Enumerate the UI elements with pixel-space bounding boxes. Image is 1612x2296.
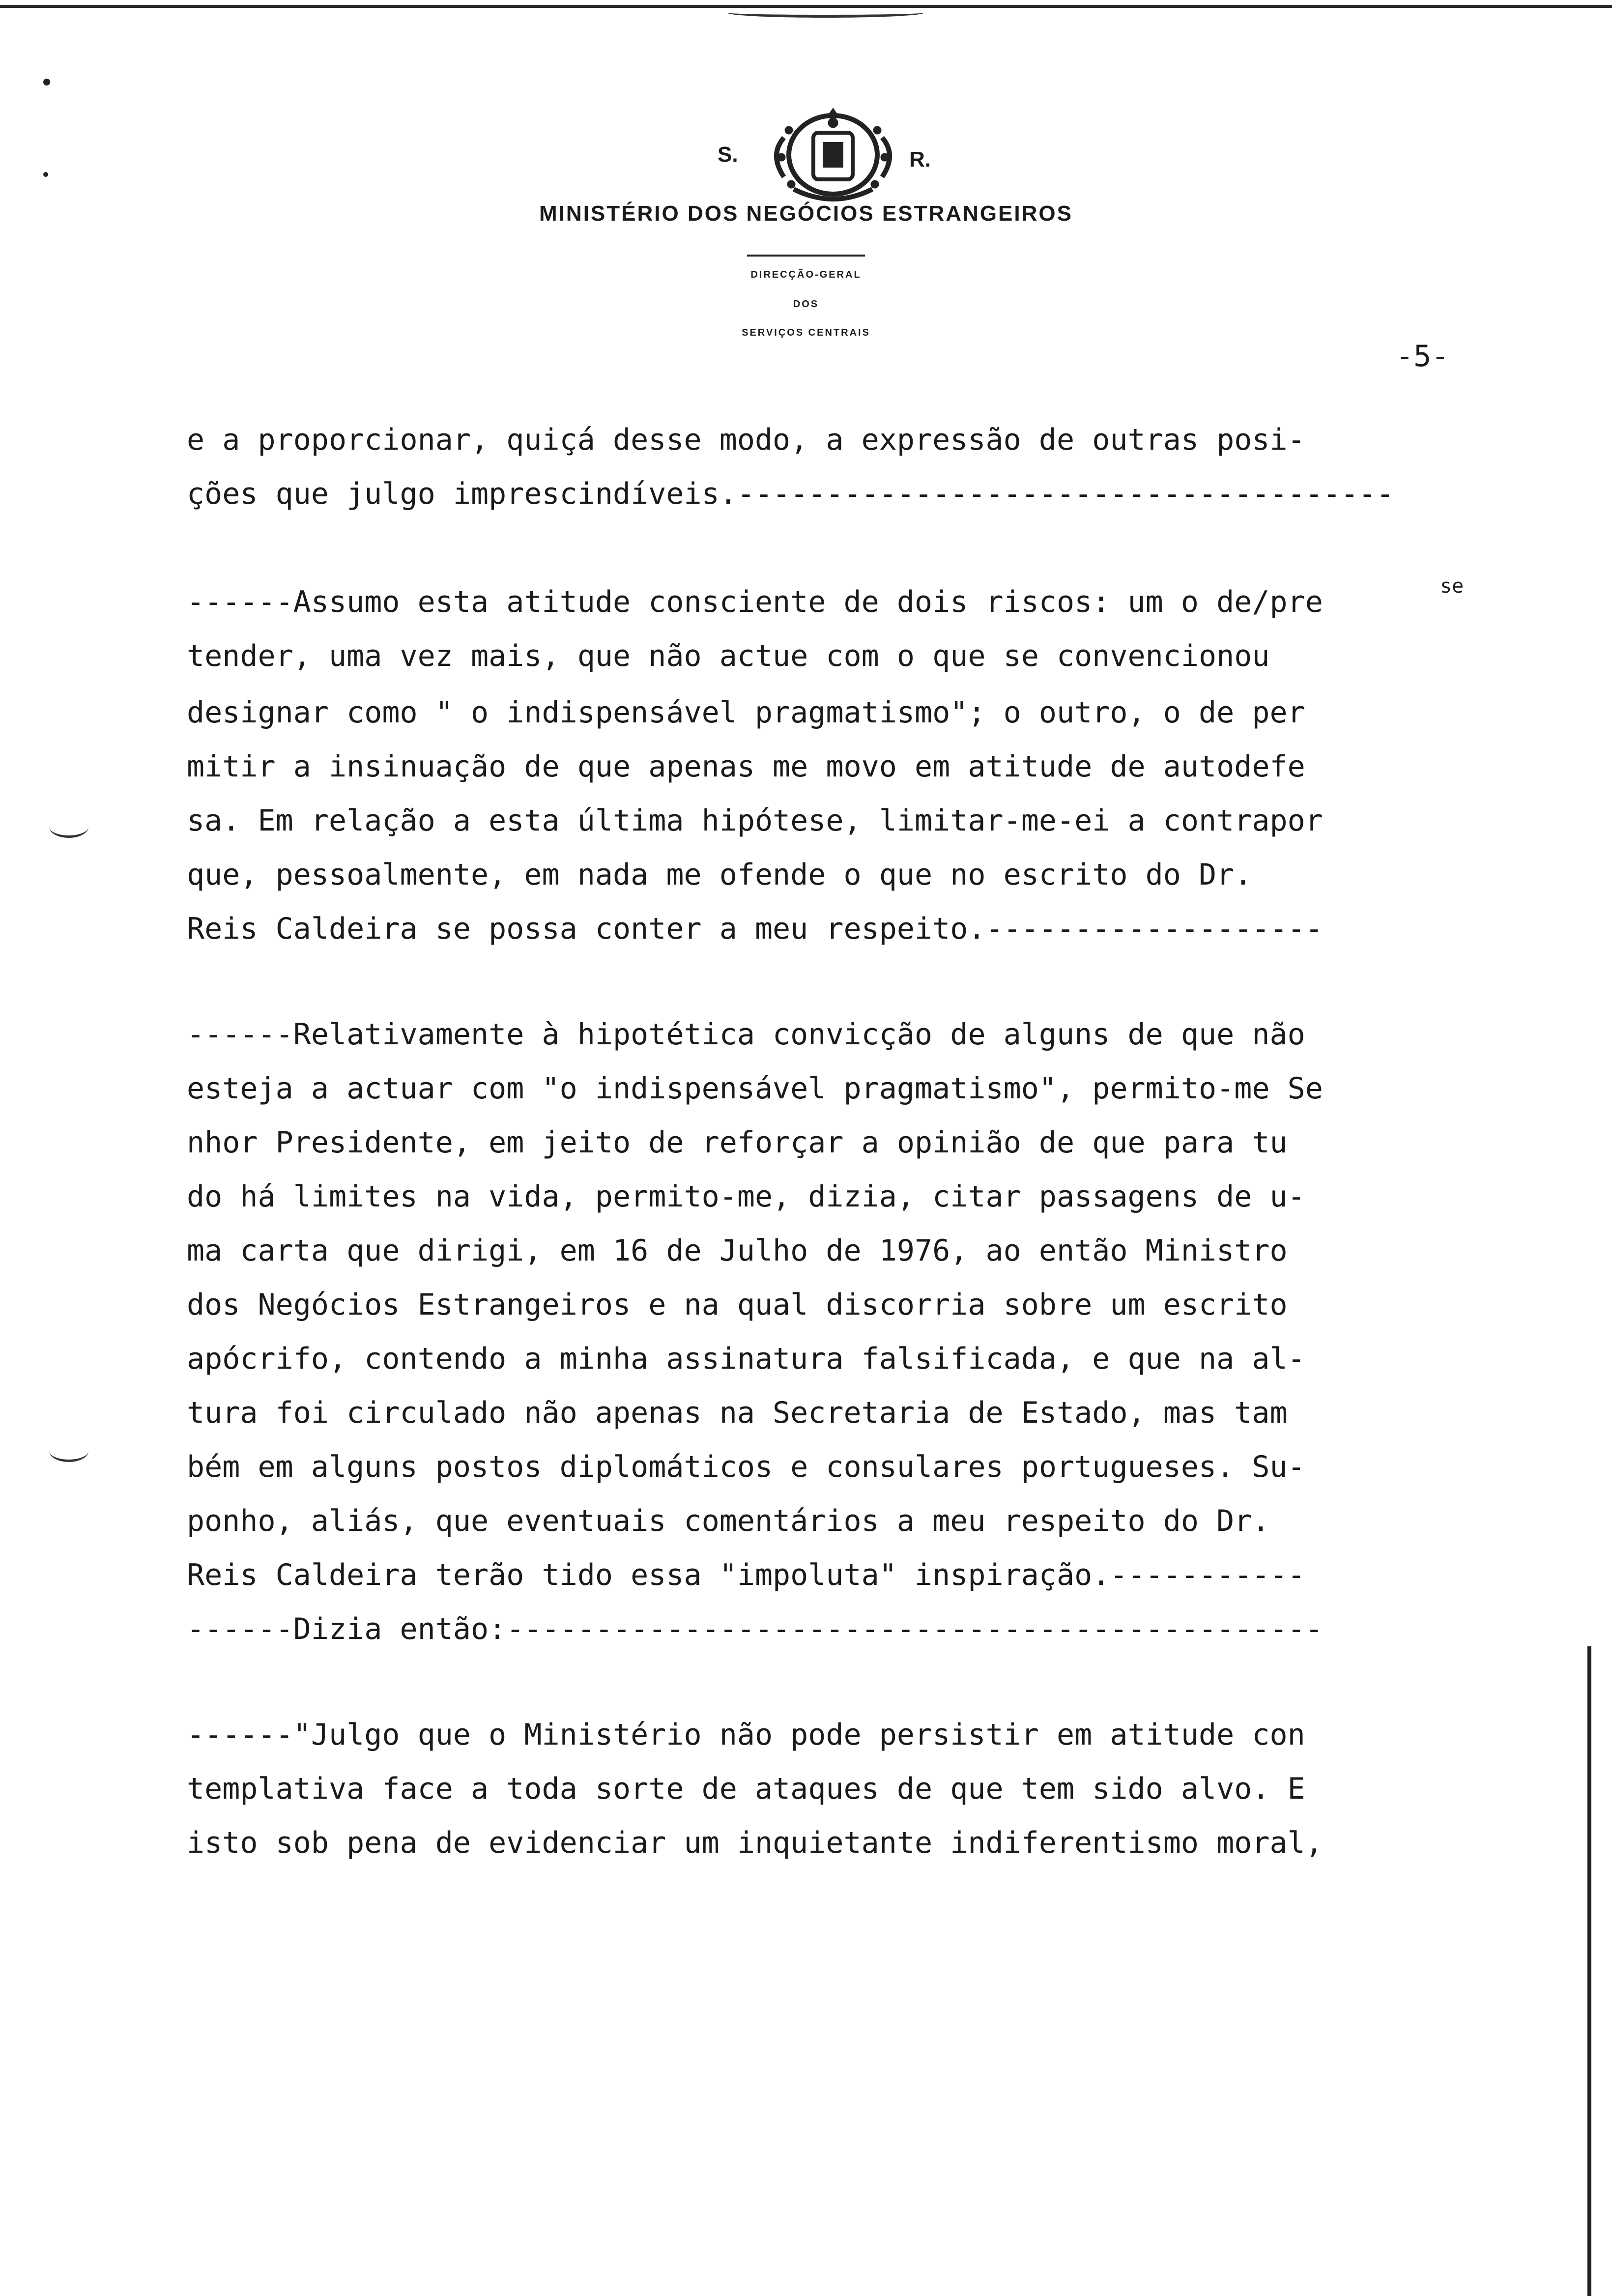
text-line: apócrifo, contendo a minha assinatura falsificada, e que na al-: [187, 1342, 1305, 1376]
punch-mark: [43, 172, 48, 177]
text-line: ponho, aliás, que eventuais comentários a meu respeito do Dr.: [187, 1504, 1270, 1538]
text-line: ma carta que dirigi, em 16 de Julho de 1976, ao então Ministro: [187, 1234, 1288, 1268]
text-line: bém em alguns postos diplomáticos e consulares portugueses. Su-: [187, 1450, 1305, 1484]
text-line: nhor Presidente, em jeito de reforçar a opinião de que para tu: [187, 1125, 1288, 1160]
text-line: ------Relativamente à hipotética convicção de alguns de que não: [187, 1017, 1305, 1052]
page-number: -5-: [1396, 339, 1449, 373]
ministry-name: MINISTÉRIO DOS NEGÓCIOS ESTRANGEIROS: [539, 201, 1073, 226]
scan-edge-fold: [727, 8, 924, 18]
coat-of-arms-icon: [764, 103, 902, 206]
text-line: que, pessoalmente, em nada me ofende o que no escrito do Dr.: [187, 858, 1252, 892]
interlinear-insert: se: [1440, 575, 1464, 598]
text-line: isto sob pena de evidenciar um inquietante indiferentismo moral,: [187, 1826, 1323, 1860]
text-line: Reis Caldeira terão tido essa "impoluta" inspiração.-----------: [187, 1558, 1305, 1592]
text-line: esteja a actuar com "o indispensável pragmatismo", permito-me Se: [187, 1071, 1323, 1106]
letterhead-divider: [747, 255, 865, 257]
text-line: do há limites na vida, permito-me, dizia, citar passagens de u-: [187, 1179, 1305, 1214]
text-line: ------Dizia então:----------------------------------------------: [187, 1612, 1323, 1646]
text-line: mitir a insinuação de que apenas me movo em atitude de autodefe: [187, 749, 1305, 784]
text-line: ------Assumo esta atitude consciente de dois riscos: um o de/pre: [187, 585, 1323, 619]
margin-mark: [49, 816, 88, 838]
text-line: tender, uma vez mais, que não actue com o que se convencionou: [187, 639, 1270, 673]
department-line-2: DOS: [793, 299, 819, 310]
text-line: Reis Caldeira se possa conter a meu respeito.-------------------: [187, 912, 1323, 946]
letterhead: [491, 98, 1121, 354]
punch-mark: [43, 79, 50, 86]
department-line-3: SERVIÇOS CENTRAIS: [742, 327, 870, 338]
text-line: designar como " o indispensável pragmatismo"; o outro, o de per: [187, 695, 1305, 730]
text-line: e a proporcionar, quiçá desse modo, a expressão de outras posi-: [187, 423, 1305, 457]
text-line: dos Negócios Estrangeiros e na qual discorria sobre um escrito: [187, 1288, 1288, 1322]
scan-edge-right: [1587, 1646, 1591, 2296]
department-line-1: DIRECÇÃO-GERAL: [750, 269, 862, 280]
letterhead-right-mark: R.: [909, 147, 931, 172]
text-line: tura foi circulado não apenas na Secretaria de Estado, mas tam: [187, 1396, 1288, 1430]
margin-mark: [49, 1440, 88, 1462]
text-line: ções que julgo imprescindíveis.-------------------------------------: [187, 477, 1394, 511]
text-line: ------"Julgo que o Ministério não pode persistir em atitude con: [187, 1718, 1305, 1752]
letterhead-left-mark: S.: [718, 143, 738, 167]
text-line: sa. Em relação a esta última hipótese, limitar-me-ei a contrapor: [187, 804, 1323, 838]
text-line: templativa face a toda sorte de ataques de que tem sido alvo. E: [187, 1772, 1305, 1806]
